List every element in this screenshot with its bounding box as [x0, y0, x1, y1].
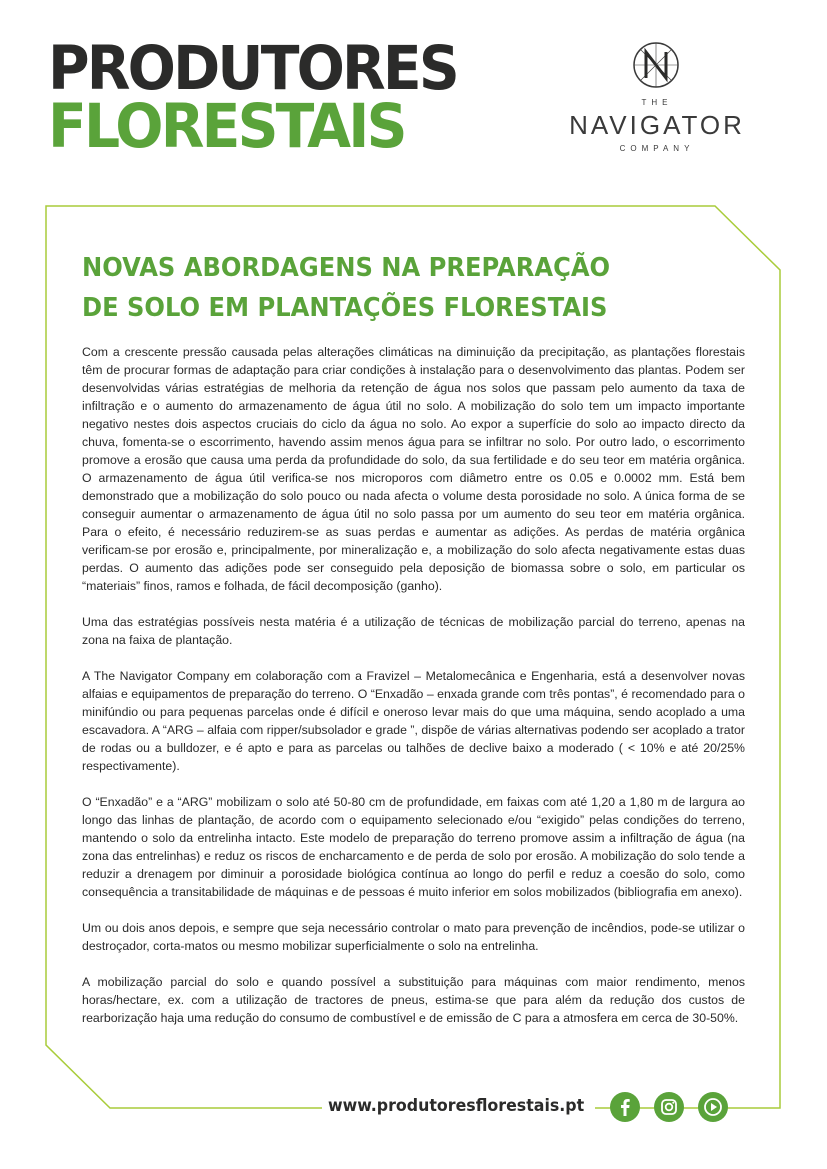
article-paragraph: O “Enxadão” e a “ARG” mobilizam o solo até 50-80 cm de profundidade, em faixas com até 1,20 a 1,80 m de largura ao longo das linhas de plantação, de acordo com o equipamento selecionado e/ou “exigido” pelas condições do terreno, mantendo o solo da entrelinha intacto. Este modelo de preparação do terreno promove assim a infiltração de água (na zona das entrelinhas) e reduz os riscos de encharcamento e de perda de solo por erosão. A mobilização do solo tende a reduzir a drenagem por diminuir a porosidade biológica contínua ao longo do perfil e reduz a coesão do solo, como consequência a transitabilidade de máquinas e de pessoas é muito inferior em solos mobilizados (bibliografia em anexo). [82, 795, 745, 899]
logo-name: NAVIGATOR [569, 110, 745, 140]
instagram-button[interactable] [654, 1092, 684, 1122]
navigator-logo [548, 40, 766, 160]
facebook-button[interactable] [610, 1092, 640, 1122]
instagram-icon [654, 1092, 684, 1122]
article-paragraph: Com a crescente pressão causada pelas alterações climáticas na diminuição da precipitação, as plantações florestais têm de procurar formas de adaptação para criar condições à instalação para o desenvolvimento das plantas. Podem ser desenvolvidas várias estratégias de melhoria da retenção de água nos solos que passam pelo aumento da taxa de infiltração e o aumento do armazenamento de água útil no solo. A mobilização do solo tem um impacto importante negativo nestes dois aspectos cruciais do ciclo da água no solo. Ao expor a superfície do solo ao impacto directo da chuva, fomenta-se o escorrimento, havendo assim menos água para se infiltrar no solo. Por outro lado, o escorrimento promove a erosão que causa uma perda da profundidade do solo, da sua fertilidade e do seu teor em matéria orgânica. O armazenamento de água útil verifica-se nos microporos com diâmetro entre os 0.05 e 0.0002 mm. Está bem demonstrado que a mobilização do solo pouco ou nada afecta o volume desta porosidade no solo. A única forma de se conseguir aumentar o armazenamento de água útil no solo passa por um aumento do seu teor em matéria orgânica. Para o efeito, é necessário reduzirem-se as suas perdas e aumentar as adições. As perdas de matéria orgânica verificam-se por erosão e, principalmente, por mineralização e, a mobilização do solo afecta negativamente estas duas perdas. O aumento das adições pode ser conseguido pela deposição de biomassa sobre o solo, em particular os “materiais” finos, ramos e folhada, de fácil decomposição (ganho). [82, 345, 745, 593]
facebook-icon [610, 1092, 640, 1122]
article-title-line2: DE SOLO EM PLANTAÇÕES FLORESTAIS [82, 293, 608, 323]
logo-company: COMPANY [619, 144, 695, 153]
masthead-line1: PRODUTORES [48, 33, 457, 104]
youtube-icon [698, 1092, 728, 1122]
masthead-line2: FLORESTAIS [48, 91, 405, 162]
article-title [82, 248, 677, 328]
footer-website-link[interactable]: www.produtoresflorestais.pt [328, 1096, 585, 1116]
masthead [48, 33, 457, 162]
article-body [82, 343, 745, 1045]
article-paragraph: A The Navigator Company em colaboração com a Fravizel – Metalomecânica e Engenharia, está a desenvolver novas alfaias e equipamentos de preparação do terreno. O “Enxadão – enxada grande com três pontas”, é recomendado para o minifúndio ou para pequenas parcelas onde é difícil e oneroso levar mais do que uma máquina, sendo acoplado a uma escavadora. A “ARG – alfaia com ripper/subsolador e grade ”, dispõe de várias alternativas podendo ser acoplado a trator de rodas ou a bulldozer, e é apto e para as parcelas ou talhões de declive baixo a moderado ( < 10% e até 20/25% respectivamente). [82, 669, 745, 773]
youtube-button[interactable] [698, 1092, 728, 1122]
logo-the: THE [641, 98, 673, 107]
article-paragraph: Uma das estratégias possíveis nesta matéria é a utilização de técnicas de mobilização parcial do terreno, apenas na zona na faixa de plantação. [82, 615, 745, 647]
navigator-monogram-icon [631, 40, 681, 90]
article-title-line1: NOVAS ABORDAGENS NA PREPARAÇÃO [82, 253, 611, 283]
article-paragraph: Um ou dois anos depois, e sempre que seja necessário controlar o mato para prevenção de incêndios, pode-se utilizar o destroçador, corta-matos ou mesmo mobilizar superficialmente o solo na entrelinha. [82, 921, 745, 953]
article-paragraph: A mobilização parcial do solo e quando possível a substituição para máquinas com maior rendimento, menos horas/hectare, ex. com a utilização de tractores de pneus, estima-se que para além da redução dos custos de rearborização haja uma redução do consumo de combustível e de emissão de C para a atmosfera em cerca de 30-50%. [82, 975, 745, 1025]
